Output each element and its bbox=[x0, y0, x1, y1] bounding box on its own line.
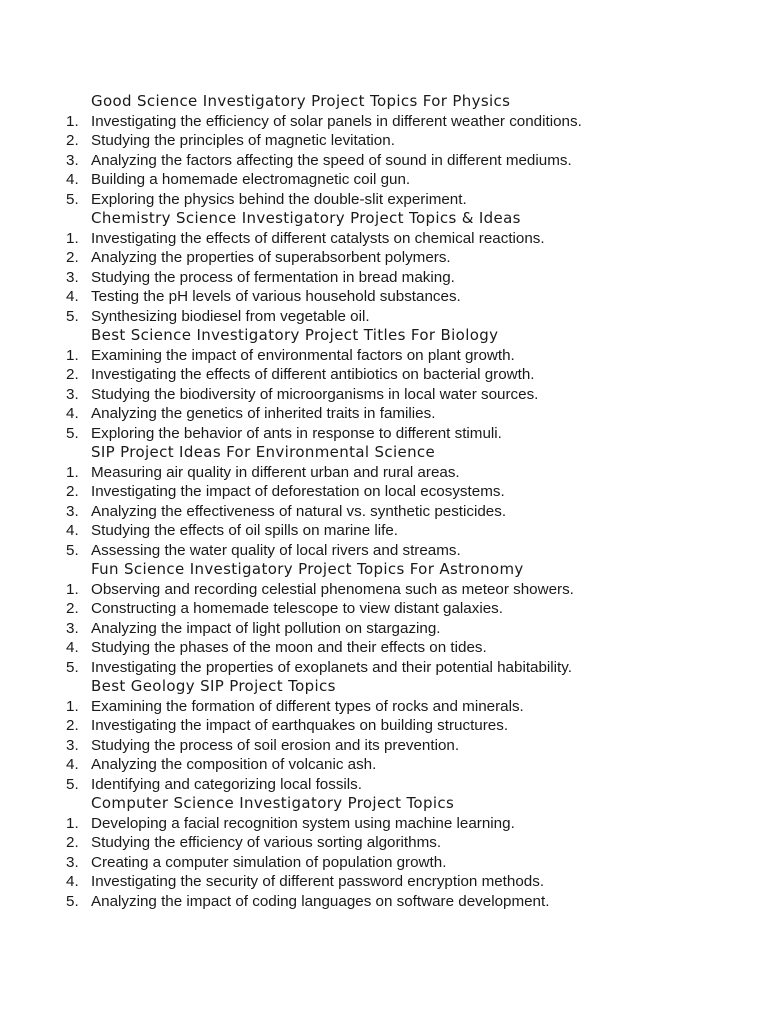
section-heading: Computer Science Investigatory Project Topics bbox=[91, 794, 455, 812]
item-text: Analyzing the impact of coding languages on software development. bbox=[91, 892, 550, 910]
item-number: 1. bbox=[66, 580, 79, 598]
item-text: Exploring the behavior of ants in response to different stimuli. bbox=[91, 424, 502, 442]
item-text: Investigating the effects of different catalysts on chemical reactions. bbox=[91, 229, 545, 247]
item-text: Studying the effects of oil spills on marine life. bbox=[91, 522, 399, 539]
item-text: Assessing the water quality of local rivers and streams. bbox=[91, 541, 461, 559]
list-item bbox=[0, 385, 768, 405]
item-text: Analyzing the impact of light pollution on stargazing. bbox=[91, 619, 441, 637]
item-text: Creating a computer simulation of population growth. bbox=[91, 853, 447, 871]
item-text: Investigating the efficiency of solar panels in different weather conditions. bbox=[91, 112, 582, 130]
list-item bbox=[0, 170, 768, 190]
item-number: 1. bbox=[66, 229, 79, 247]
item-number: 5. bbox=[66, 541, 79, 559]
item-number: 2. bbox=[66, 834, 79, 851]
item-number: 3. bbox=[66, 151, 79, 169]
item-text: Studying the process of soil erosion and its prevention. bbox=[91, 736, 460, 754]
item-number: 4. bbox=[66, 756, 79, 773]
list-item bbox=[0, 229, 768, 249]
document-body bbox=[0, 92, 768, 911]
list-item bbox=[0, 268, 768, 288]
item-number: 5. bbox=[66, 658, 79, 676]
item-number: 1. bbox=[66, 697, 79, 715]
item-number: 4. bbox=[66, 873, 79, 890]
list-item bbox=[0, 619, 768, 639]
item-number: 3. bbox=[66, 385, 79, 403]
item-text: Investigating the properties of exoplanets and their potential habitability. bbox=[91, 658, 572, 676]
item-number: 2. bbox=[66, 366, 79, 383]
section-geology bbox=[0, 677, 768, 794]
list-item bbox=[0, 872, 768, 892]
section-computer-science bbox=[0, 794, 768, 911]
item-number: 2. bbox=[66, 600, 79, 617]
list-item bbox=[0, 287, 768, 307]
item-text: Studying the biodiversity of microorganisms in local water sources. bbox=[91, 385, 539, 403]
item-number: 1. bbox=[66, 814, 79, 832]
item-text: Analyzing the effectiveness of natural vs. synthetic pesticides. bbox=[91, 502, 507, 520]
list-item bbox=[0, 131, 768, 151]
item-text: Analyzing the factors affecting the speed of sound in different mediums. bbox=[91, 151, 572, 169]
list-item bbox=[0, 833, 768, 853]
item-number: 1. bbox=[66, 346, 79, 364]
list-item bbox=[0, 112, 768, 132]
item-text: Investigating the effects of different antibiotics on bacterial growth. bbox=[91, 366, 535, 383]
item-number: 4. bbox=[66, 639, 79, 656]
item-number: 3. bbox=[66, 268, 79, 286]
section-heading: Best Science Investigatory Project Titles For Biology bbox=[91, 326, 499, 344]
list-item bbox=[0, 521, 768, 541]
item-text: Examining the impact of environmental factors on plant growth. bbox=[91, 346, 515, 364]
item-text: Studying the phases of the moon and their effects on tides. bbox=[91, 639, 487, 656]
list-item bbox=[0, 638, 768, 658]
section-environmental bbox=[0, 443, 768, 560]
list-item bbox=[0, 151, 768, 171]
item-number: 4. bbox=[66, 288, 79, 305]
item-text: Analyzing the composition of volcanic ash. bbox=[91, 756, 377, 773]
section-biology bbox=[0, 326, 768, 443]
item-number: 2. bbox=[66, 132, 79, 149]
item-text: Investigating the impact of deforestation on local ecosystems. bbox=[91, 483, 505, 500]
section-heading: Chemistry Science Investigatory Project Topics & Ideas bbox=[91, 209, 521, 227]
list-item bbox=[0, 424, 768, 444]
list-item bbox=[0, 599, 768, 619]
section-heading: Fun Science Investigatory Project Topics For Astronomy bbox=[91, 560, 524, 578]
list-item bbox=[0, 814, 768, 834]
list-item bbox=[0, 346, 768, 366]
list-item bbox=[0, 716, 768, 736]
list-item bbox=[0, 892, 768, 912]
list-item bbox=[0, 463, 768, 483]
section-chemistry bbox=[0, 209, 768, 326]
item-text: Studying the principles of magnetic levitation. bbox=[91, 132, 395, 149]
item-text: Studying the process of fermentation in bread making. bbox=[91, 268, 455, 286]
list-item bbox=[0, 775, 768, 795]
section-astronomy bbox=[0, 560, 768, 677]
item-text: Building a homemade electromagnetic coil gun. bbox=[91, 171, 411, 188]
item-text: Exploring the physics behind the double-slit experiment. bbox=[91, 190, 467, 208]
list-item bbox=[0, 853, 768, 873]
item-number: 3. bbox=[66, 736, 79, 754]
section-heading: Best Geology SIP Project Topics bbox=[91, 677, 336, 695]
item-number: 1. bbox=[66, 463, 79, 481]
list-item bbox=[0, 248, 768, 268]
item-text: Identifying and categorizing local fossils. bbox=[91, 775, 362, 793]
item-text: Constructing a homemade telescope to view distant galaxies. bbox=[91, 600, 503, 617]
item-text: Examining the formation of different types of rocks and minerals. bbox=[91, 697, 524, 715]
item-text: Studying the efficiency of various sorting algorithms. bbox=[91, 834, 442, 851]
item-number: 4. bbox=[66, 171, 79, 188]
item-text: Measuring air quality in different urban and rural areas. bbox=[91, 463, 460, 481]
section-heading: Good Science Investigatory Project Topics For Physics bbox=[91, 92, 511, 110]
list-item bbox=[0, 658, 768, 678]
list-item bbox=[0, 541, 768, 561]
item-number: 5. bbox=[66, 775, 79, 793]
item-number: 5. bbox=[66, 307, 79, 325]
item-number: 5. bbox=[66, 424, 79, 442]
item-number: 3. bbox=[66, 502, 79, 520]
item-number: 2. bbox=[66, 249, 79, 266]
item-text: Observing and recording celestial phenomena such as meteor showers. bbox=[91, 580, 574, 598]
list-item bbox=[0, 307, 768, 327]
list-item bbox=[0, 482, 768, 502]
item-number: 2. bbox=[66, 717, 79, 734]
item-number: 1. bbox=[66, 112, 79, 130]
list-item bbox=[0, 502, 768, 522]
item-text: Analyzing the properties of superabsorbent polymers. bbox=[91, 249, 451, 266]
item-text: Analyzing the genetics of inherited traits in families. bbox=[91, 405, 436, 422]
item-number: 5. bbox=[66, 892, 79, 910]
item-number: 3. bbox=[66, 619, 79, 637]
list-item bbox=[0, 404, 768, 424]
item-text: Developing a facial recognition system using machine learning. bbox=[91, 814, 515, 832]
list-item bbox=[0, 580, 768, 600]
item-text: Testing the pH levels of various household substances. bbox=[91, 288, 461, 305]
item-number: 4. bbox=[66, 405, 79, 422]
list-item bbox=[0, 755, 768, 775]
list-item bbox=[0, 365, 768, 385]
item-number: 4. bbox=[66, 522, 79, 539]
item-number: 3. bbox=[66, 853, 79, 871]
item-number: 5. bbox=[66, 190, 79, 208]
item-text: Investigating the impact of earthquakes on building structures. bbox=[91, 717, 509, 734]
list-item bbox=[0, 736, 768, 756]
item-text: Investigating the security of different password encryption methods. bbox=[91, 873, 545, 890]
section-physics bbox=[0, 92, 768, 209]
item-number: 2. bbox=[66, 483, 79, 500]
list-item bbox=[0, 190, 768, 210]
list-item bbox=[0, 697, 768, 717]
item-text: Synthesizing biodiesel from vegetable oil. bbox=[91, 307, 370, 325]
section-heading: SIP Project Ideas For Environmental Science bbox=[91, 443, 436, 461]
